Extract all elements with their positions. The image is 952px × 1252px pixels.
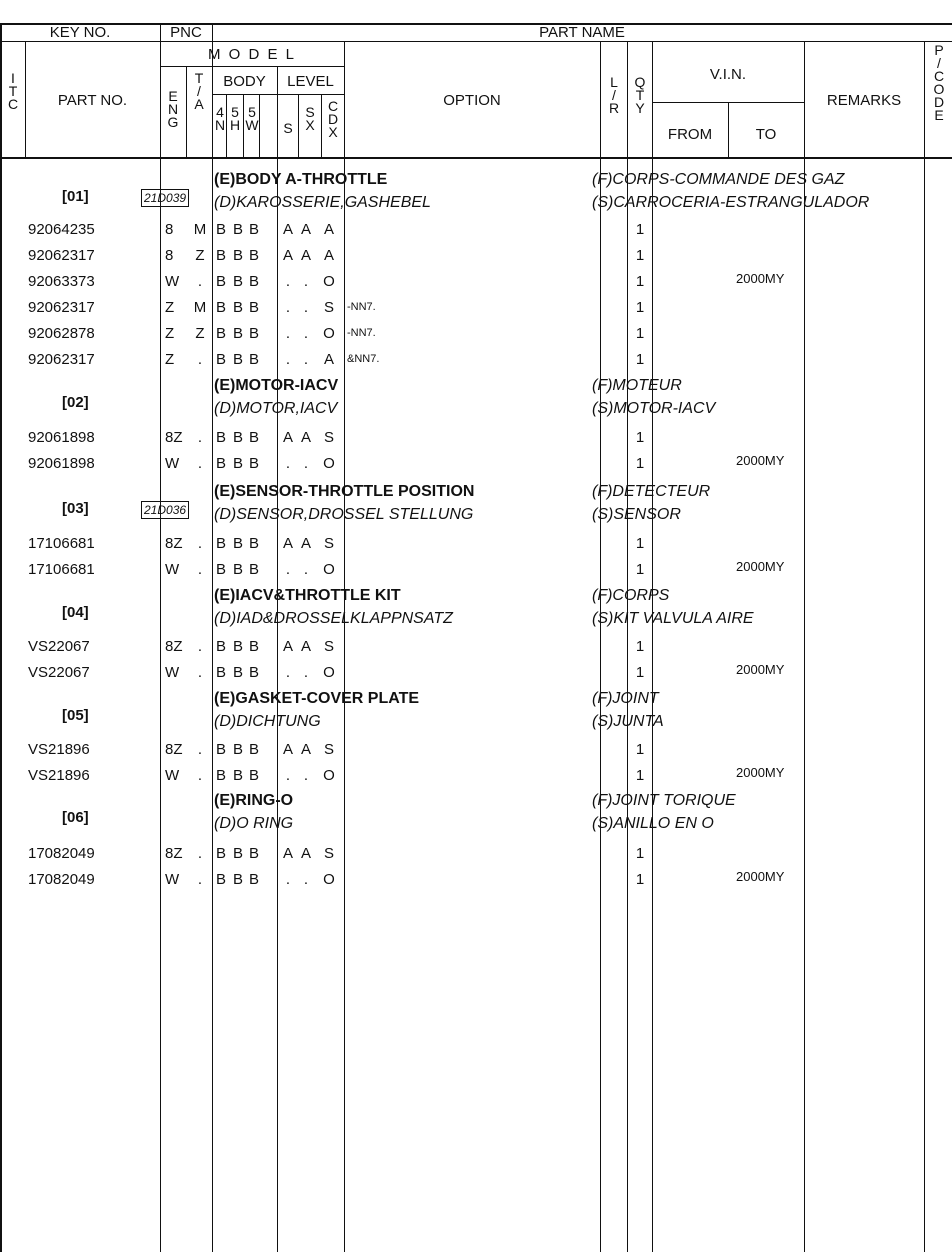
engine-code: W (165, 664, 180, 681)
part-number: 92062878 (28, 325, 95, 342)
vin-to-model-year: 2000MY (736, 271, 785, 286)
part-name-english: (E)GASKET-COVER PLATE (214, 690, 420, 707)
body-5h-value: B (233, 871, 244, 888)
engine-code: 8Z (165, 535, 183, 552)
level-header: LEVEL (287, 73, 334, 90)
quantity: 1 (635, 351, 645, 368)
part-number: 92062317 (28, 247, 95, 264)
pcode-header: P / C O D E (933, 42, 945, 123)
level-s-value: . (285, 767, 291, 784)
option-code: -NN7. (347, 301, 376, 313)
part-name-spanish: (S)KIT VALVULA AIRE (592, 610, 754, 627)
level-cdx-value: A (323, 247, 334, 264)
part-number: 92061898 (28, 455, 95, 472)
transaxle-code: . (197, 871, 203, 888)
body-5h-value: B (233, 455, 244, 472)
part-name-english: (E)MOTOR-IACV (214, 377, 339, 394)
body-5w-value: B (249, 325, 260, 342)
part-name-german: (D)MOTOR,IACV (214, 400, 338, 417)
body-4n-value: B (216, 351, 227, 368)
transaxle-code: . (197, 535, 203, 552)
eng-header: E N G (167, 88, 179, 130)
quantity: 1 (635, 455, 645, 472)
part-name-english: (E)SENSOR-THROTTLE POSITION (214, 483, 475, 500)
part-number: 92062317 (28, 299, 95, 316)
body-5h-value: B (233, 845, 244, 862)
level-sx-value: A (300, 741, 311, 758)
body-5w-value: B (249, 664, 260, 681)
part-no-header: PART NO. (57, 92, 128, 109)
part-name-french: (F)JOINT (592, 690, 659, 707)
part-name-english: (E)IACV&THROTTLE KIT (214, 587, 401, 604)
quantity: 1 (635, 273, 645, 290)
level-cdx-value: O (323, 561, 335, 578)
body-4n-header: 4 N (214, 104, 226, 133)
body-5h-value: B (233, 351, 244, 368)
vin-header: V.I.N. (709, 66, 747, 83)
body-5h-value: B (233, 741, 244, 758)
transaxle-code: . (197, 273, 203, 290)
body-5w-value: B (249, 871, 260, 888)
quantity: 1 (635, 561, 645, 578)
vin-from-header: FROM (667, 126, 713, 143)
level-sx-value: . (303, 455, 309, 472)
remarks-header: REMARKS (826, 92, 902, 109)
key-number: [04] (62, 604, 89, 621)
body-4n-value: B (216, 299, 227, 316)
itc-header: I T C (7, 70, 19, 112)
body-5w-header: 5 W (245, 104, 259, 133)
level-cdx-value: A (323, 351, 334, 368)
part-name-french: (F)DETECTEUR (592, 483, 711, 500)
body-5h-value: B (233, 221, 244, 238)
ta-header: T / A (194, 70, 204, 112)
vin-to-model-year: 2000MY (736, 453, 785, 468)
transaxle-code: Z (195, 325, 205, 342)
pnc-code: 21D039 (141, 189, 189, 207)
level-s-value: A (282, 535, 293, 552)
quantity: 1 (635, 221, 645, 238)
body-4n-value: B (216, 325, 227, 342)
quantity: 1 (635, 741, 645, 758)
body-5w-value: B (249, 741, 260, 758)
part-number: VS21896 (28, 741, 90, 758)
transaxle-code: . (197, 664, 203, 681)
level-s-value: A (282, 741, 293, 758)
part-name-spanish: (S)ANILLO EN O (592, 815, 714, 832)
part-name-english: (E)BODY A-THROTTLE (214, 171, 388, 188)
body-5h-value: B (233, 273, 244, 290)
level-cdx-value: S (323, 845, 334, 862)
level-sx-value: . (303, 273, 309, 290)
part-number: 92062317 (28, 351, 95, 368)
engine-code: Z (165, 299, 175, 316)
level-sx-value: A (300, 247, 311, 264)
body-5h-value: B (233, 325, 244, 342)
transaxle-code: . (197, 845, 203, 862)
level-sx-value: . (303, 299, 309, 316)
body-5w-value: B (249, 351, 260, 368)
transaxle-code: . (197, 429, 203, 446)
engine-code: W (165, 455, 180, 472)
vin-to-header: TO (755, 126, 777, 143)
level-cdx-value: S (323, 535, 334, 552)
part-number: 17106681 (28, 535, 95, 552)
level-cdx-value: S (323, 429, 334, 446)
part-name-german: (D)IAD&DROSSELKLAPPNSATZ (214, 610, 453, 627)
body-4n-value: B (216, 429, 227, 446)
level-cdx-value: O (323, 455, 335, 472)
body-4n-value: B (216, 221, 227, 238)
part-number: 92064235 (28, 221, 95, 238)
body-5w-value: B (249, 767, 260, 784)
level-s-value: . (285, 299, 291, 316)
level-sx-value: A (300, 535, 311, 552)
level-sx-value: . (303, 871, 309, 888)
vin-to-model-year: 2000MY (736, 869, 785, 884)
body-5w-value: B (249, 429, 260, 446)
body-5h-value: B (233, 638, 244, 655)
engine-code: 8Z (165, 845, 183, 862)
part-number: 17082049 (28, 871, 95, 888)
key-no-header: KEY NO. (49, 24, 111, 41)
body-5w-value: B (249, 299, 260, 316)
vin-to-model-year: 2000MY (736, 559, 785, 574)
body-4n-value: B (216, 664, 227, 681)
quantity: 1 (635, 767, 645, 784)
transaxle-code: M (193, 299, 207, 316)
engine-code: 8 (165, 247, 174, 264)
engine-code: 8 (165, 221, 174, 238)
body-4n-value: B (216, 845, 227, 862)
level-s-value: A (282, 845, 293, 862)
part-name-french: (F)CORPS (592, 587, 670, 604)
body-4n-value: B (216, 273, 227, 290)
body-5h-value: B (233, 299, 244, 316)
part-name-german: (D)SENSOR,DROSSEL STELLUNG (214, 506, 474, 523)
body-5w-value: B (249, 247, 260, 264)
quantity: 1 (635, 871, 645, 888)
quantity: 1 (635, 535, 645, 552)
level-cdx-value: O (323, 871, 335, 888)
body-4n-value: B (216, 561, 227, 578)
part-name-spanish: (S)CARROCERIA-ESTRANGULADOR (592, 194, 870, 211)
quantity: 1 (635, 429, 645, 446)
level-sx-value: A (300, 638, 311, 655)
level-sx-value: . (303, 767, 309, 784)
engine-code: 8Z (165, 741, 183, 758)
lr-header: L / R (608, 74, 620, 116)
body-4n-value: B (216, 638, 227, 655)
body-5w-value: B (249, 561, 260, 578)
key-number: [02] (62, 394, 89, 411)
key-number: [03] (62, 500, 89, 517)
key-number: [05] (62, 707, 89, 724)
option-code: &NN7. (347, 353, 380, 365)
pnc-header: PNC (170, 24, 202, 41)
transaxle-code: . (197, 767, 203, 784)
model-header: M O D E L (207, 46, 296, 63)
body-4n-value: B (216, 535, 227, 552)
level-s-value: . (285, 273, 291, 290)
part-name-german: (D)KAROSSERIE,GASHEBEL (214, 194, 431, 211)
body-4n-value: B (216, 871, 227, 888)
level-s-value: . (285, 351, 291, 368)
level-sx-value: . (303, 664, 309, 681)
engine-code: 8Z (165, 638, 183, 655)
level-s-header: S (283, 120, 293, 136)
engine-code: W (165, 871, 180, 888)
engine-code: Z (165, 325, 175, 342)
key-number: [01] (62, 188, 89, 205)
engine-code: W (165, 767, 180, 784)
level-cdx-value: S (323, 299, 334, 316)
part-name-french: (F)MOTEUR (592, 377, 682, 394)
level-cdx-value: O (323, 273, 335, 290)
part-number: VS22067 (28, 664, 90, 681)
part-name-german: (D)DICHTUNG (214, 713, 321, 730)
level-cdx-value: S (323, 638, 334, 655)
level-cdx-value: O (323, 767, 335, 784)
transaxle-code: Z (195, 247, 205, 264)
level-s-value: A (282, 221, 293, 238)
level-sx-value: A (300, 221, 311, 238)
key-number: [06] (62, 809, 89, 826)
part-number: VS21896 (28, 767, 90, 784)
level-s-value: A (282, 429, 293, 446)
part-name-french: (F)CORPS-COMMANDE DES GAZ (592, 171, 845, 188)
level-s-value: . (285, 561, 291, 578)
quantity: 1 (635, 664, 645, 681)
level-sx-value: . (303, 351, 309, 368)
body-4n-value: B (216, 455, 227, 472)
transaxle-code: M (193, 221, 207, 238)
level-s-value: A (282, 638, 293, 655)
quantity: 1 (635, 845, 645, 862)
engine-code: 8Z (165, 429, 183, 446)
body-5w-value: B (249, 273, 260, 290)
body-5h-value: B (233, 535, 244, 552)
level-s-value: . (285, 664, 291, 681)
level-cdx-value: S (323, 741, 334, 758)
part-number: 17082049 (28, 845, 95, 862)
transaxle-code: . (197, 351, 203, 368)
body-5w-value: B (249, 845, 260, 862)
level-sx-value: . (303, 325, 309, 342)
pnc-code: 21D036 (141, 501, 189, 519)
body-5h-value: B (233, 561, 244, 578)
engine-code: W (165, 561, 180, 578)
vin-to-model-year: 2000MY (736, 765, 785, 780)
quantity: 1 (635, 325, 645, 342)
body-5h-value: B (233, 247, 244, 264)
part-name-spanish: (S)JUNTA (592, 713, 664, 730)
level-s-value: . (285, 871, 291, 888)
level-s-value: . (285, 325, 291, 342)
level-s-value: A (282, 247, 293, 264)
level-cdx-value: O (323, 325, 335, 342)
level-sx-value: A (300, 429, 311, 446)
engine-code: Z (165, 351, 175, 368)
part-name-french: (F)JOINT TORIQUE (592, 792, 736, 809)
quantity: 1 (635, 247, 645, 264)
engine-code: W (165, 273, 180, 290)
level-sx-value: A (300, 845, 311, 862)
level-sx-value: . (303, 561, 309, 578)
quantity: 1 (635, 638, 645, 655)
vin-to-model-year: 2000MY (736, 662, 785, 677)
option-code: -NN7. (347, 327, 376, 339)
part-name-spanish: (S)MOTOR-IACV (592, 400, 716, 417)
body-5w-value: B (249, 535, 260, 552)
transaxle-code: . (197, 455, 203, 472)
body-4n-value: B (216, 741, 227, 758)
quantity: 1 (635, 299, 645, 316)
part-number: VS22067 (28, 638, 90, 655)
body-header: BODY (223, 73, 266, 90)
part-number: 17106681 (28, 561, 95, 578)
level-s-value: . (285, 455, 291, 472)
body-5h-value: B (233, 429, 244, 446)
part-name-english: (E)RING-O (214, 792, 294, 809)
transaxle-code: . (197, 561, 203, 578)
body-5w-value: B (249, 638, 260, 655)
transaxle-code: . (197, 741, 203, 758)
qty-header: Q T Y (634, 74, 646, 116)
body-5h-value: B (233, 767, 244, 784)
part-name-header: PART NAME (539, 24, 625, 41)
transaxle-code: . (197, 638, 203, 655)
part-number: 92063373 (28, 273, 95, 290)
level-cdx-header: C D X (327, 98, 339, 140)
body-5w-value: B (249, 221, 260, 238)
body-5h-value: B (233, 664, 244, 681)
part-name-spanish: (S)SENSOR (592, 506, 681, 523)
body-4n-value: B (216, 767, 227, 784)
option-header: OPTION (443, 92, 501, 109)
part-number: 92061898 (28, 429, 95, 446)
part-name-german: (D)O RING (214, 815, 294, 832)
body-5w-value: B (249, 455, 260, 472)
level-cdx-value: O (323, 664, 335, 681)
level-sx-header: S X (305, 104, 315, 133)
body-4n-value: B (216, 247, 227, 264)
body-5h-header: 5 H (229, 104, 241, 133)
level-cdx-value: A (323, 221, 334, 238)
